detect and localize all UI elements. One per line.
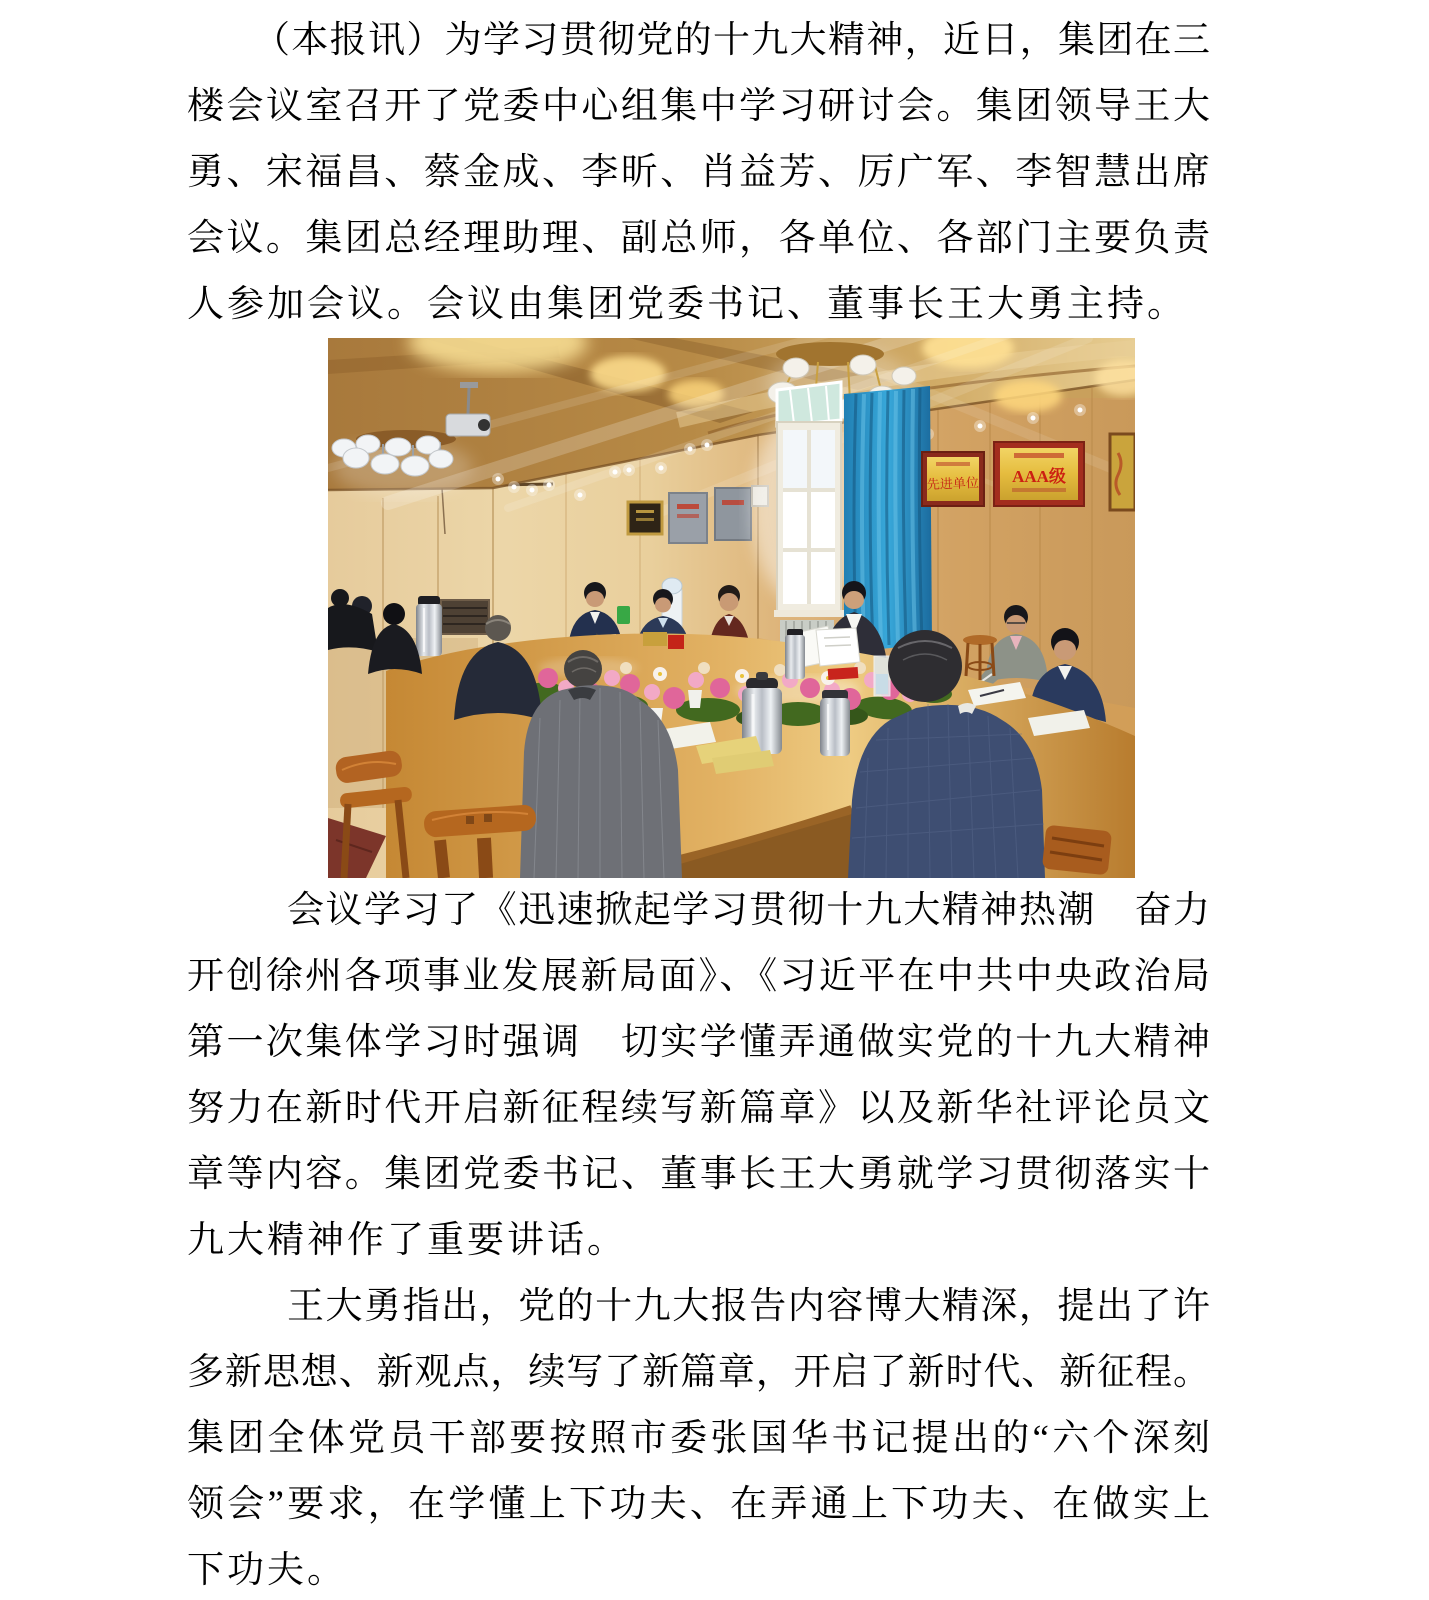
- text-line: （本报讯）为学习贯彻党的十九大精神，近日，集团在三: [253, 20, 1210, 61]
- text-line: 集团全体党员干部要按照市委张国华书记提出的“六个深刻: [187, 1418, 1210, 1459]
- award-plaque-aaa: [994, 442, 1084, 506]
- text-line: 第一次集体学习时强调 切实学懂弄通做实党的十九大精神: [187, 1022, 1210, 1063]
- text-line: 会议学习了《迅速掀起学习贯彻十九大精神热潮 奋力: [287, 890, 1210, 931]
- text-line: 楼会议室召开了党委中心组集中学习研讨会。集团领导王大: [187, 86, 1210, 127]
- meeting-photo-svg: [328, 338, 1135, 878]
- wall-vent-grille: [441, 600, 489, 634]
- text-line: 领会”要求，在学懂上下功夫、在弄通上下功夫、在做实上: [187, 1484, 1210, 1525]
- text-line: 勇、宋福昌、蔡金成、李昕、肖益芳、厉广军、李智慧出席: [187, 152, 1210, 193]
- thermos-mid: [820, 690, 850, 756]
- text-line: 努力在新时代开启新征程续写新篇章》以及新华社评论员文: [187, 1088, 1210, 1129]
- thermos-left: [416, 596, 442, 656]
- text-line: 开创徐州各项事业发展新局面》、《习近平在中共中央政治局: [187, 956, 1210, 997]
- window-curtain: [844, 386, 932, 650]
- advanced-plaque-label: 先进单位: [926, 475, 980, 492]
- text-line: 多新思想、新观点，续写了新篇章，开启了新时代、新征程。: [187, 1352, 1210, 1393]
- text-line: 王大勇指出，党的十九大报告内容博大精深，提出了许: [287, 1286, 1210, 1327]
- text-line: 下功夫。: [187, 1550, 347, 1591]
- paragraph: [187, 878, 1210, 1274]
- aaa-plaque-label: AAA级: [1012, 467, 1066, 486]
- meeting-photo: [328, 338, 1135, 878]
- text-line: 会议。集团总经理助理、副总师，各单位、各部门主要负责: [187, 218, 1210, 259]
- text-line: 章等内容。集团党委书记、董事长王大勇就学习贯彻落实十: [187, 1154, 1210, 1195]
- wooden-chair-right: [1042, 825, 1112, 876]
- thermos-small: [785, 629, 805, 679]
- text-line: 人参加会议。会议由集团党委书记、董事长王大勇主持。: [187, 284, 1187, 325]
- award-plaque-advanced: [922, 452, 984, 506]
- award-plaque-partial: [1110, 434, 1135, 510]
- text-line: 九大精神作了重要讲话。: [187, 1220, 627, 1261]
- paragraph: [187, 8, 1210, 338]
- paragraph: [187, 1274, 1210, 1600]
